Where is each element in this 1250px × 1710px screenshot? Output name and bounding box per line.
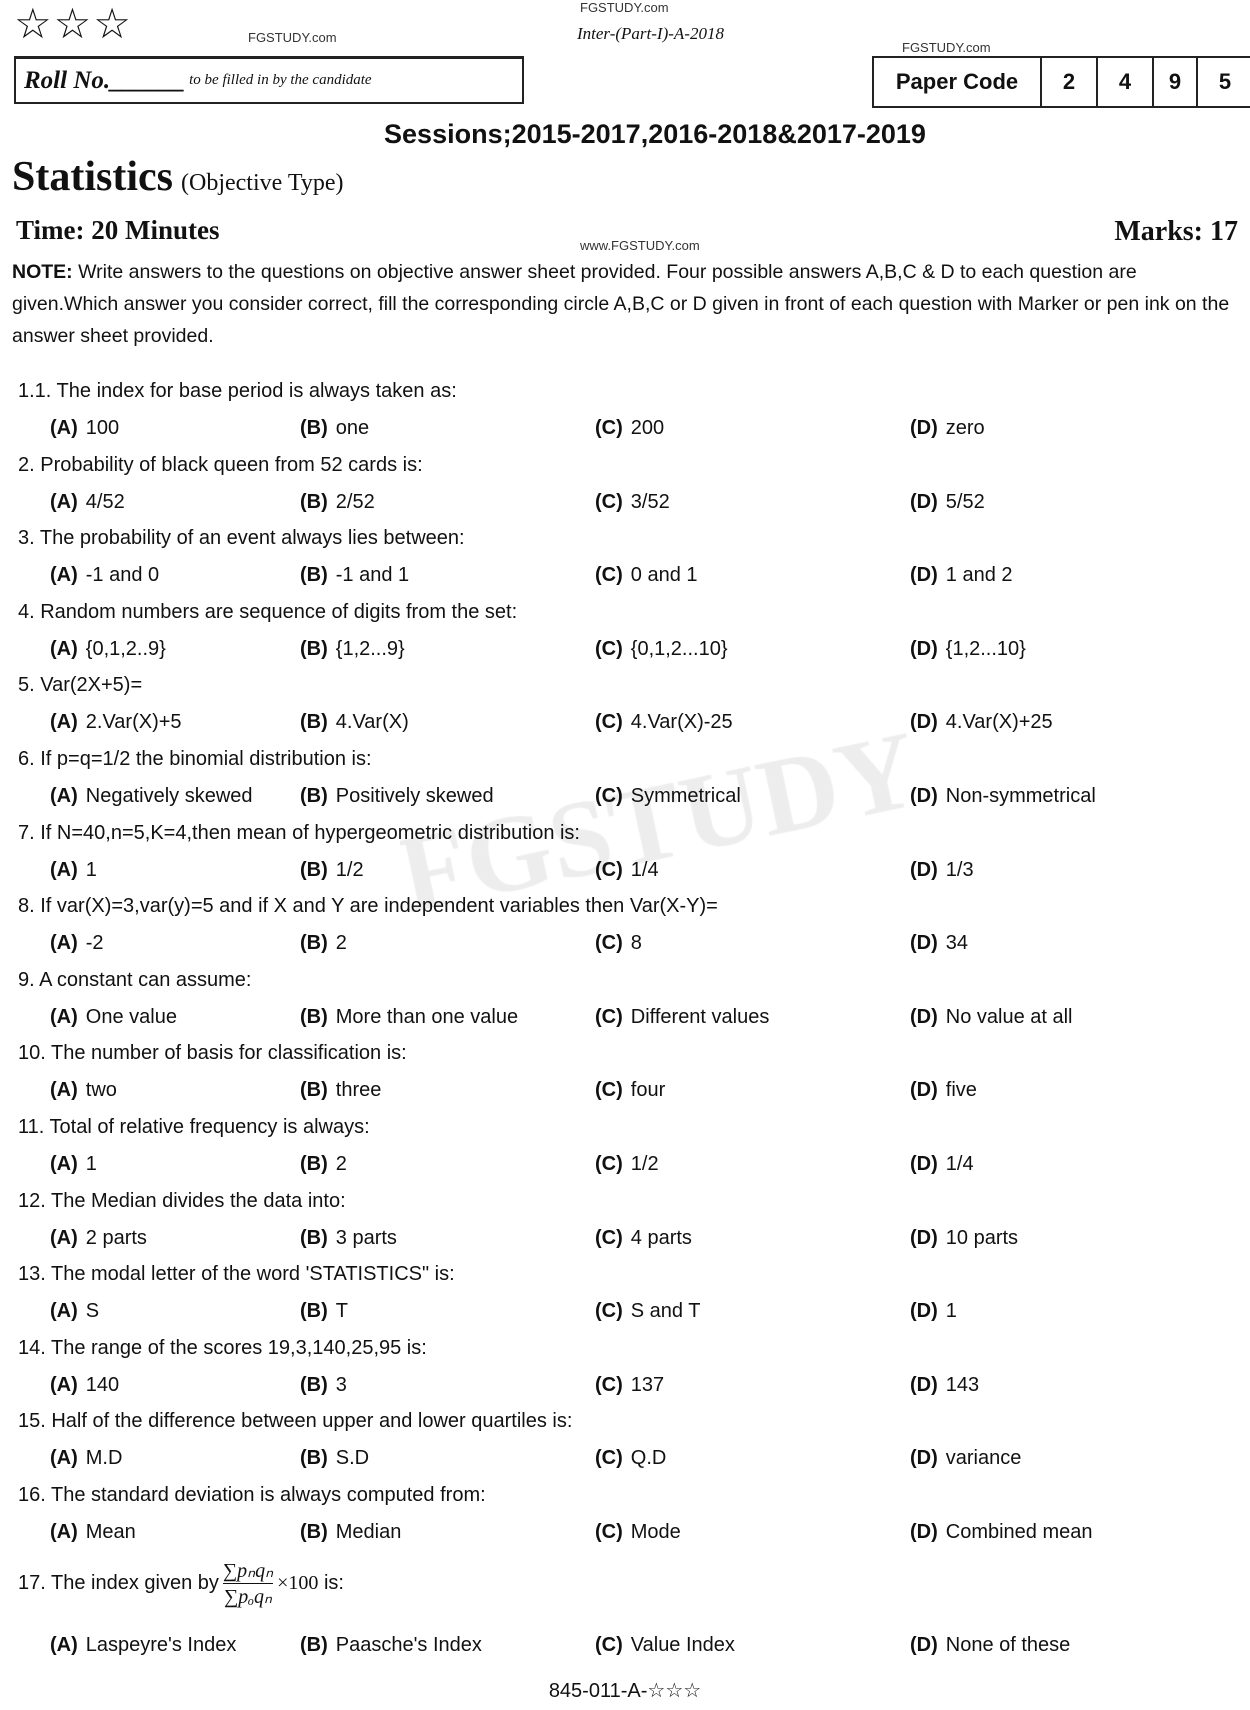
question-text: 5. Var(2X+5)= <box>18 674 143 697</box>
option-text: Q.D <box>630 1447 667 1470</box>
option-text: S <box>85 1300 100 1323</box>
roll-number-box <box>14 56 524 104</box>
option-letter: (B) <box>300 932 328 955</box>
option-c <box>595 564 698 587</box>
formula-multiplier: ×100 <box>277 1571 319 1594</box>
watermark-text: FGSTUDY.com <box>902 40 991 55</box>
option-letter: (D) <box>910 1226 938 1249</box>
option-text: Paasche's Index <box>335 1633 482 1656</box>
option-b <box>300 1634 482 1657</box>
option-letter: (A) <box>50 1447 78 1470</box>
question-stem: 17. The index given by <box>18 1571 219 1594</box>
option-text: S.D <box>335 1447 370 1470</box>
subject-title <box>12 152 343 208</box>
option-text: 200 <box>630 417 665 439</box>
option-text: 137 <box>630 1373 665 1396</box>
option-b <box>300 1374 347 1397</box>
option-text: zero <box>945 417 985 439</box>
option-c <box>595 491 670 514</box>
option-letter: (D) <box>910 1300 938 1323</box>
option-text: three <box>335 1079 382 1102</box>
option-d <box>910 1300 957 1323</box>
option-text: {1,2...10} <box>945 637 1026 660</box>
option-c <box>595 1300 700 1323</box>
option-letter: (D) <box>910 711 938 734</box>
option-letter: (B) <box>300 1300 328 1323</box>
option-letter: (A) <box>50 711 78 734</box>
option-text: variance <box>945 1447 1022 1470</box>
option-letter: (B) <box>300 637 328 660</box>
option-letter: (D) <box>910 1447 938 1470</box>
option-text: {0,1,2...10} <box>630 637 728 660</box>
time-allowed: Time: 20 Minutes <box>16 215 220 245</box>
question-text: 2. Probability of black queen from 52 cards is: <box>18 453 423 476</box>
question-item <box>0 1108 1250 1182</box>
option-c <box>595 1447 666 1470</box>
option-letter: (D) <box>910 637 938 660</box>
question-item <box>0 372 1250 446</box>
option-letter: (C) <box>595 1300 623 1323</box>
paper-code-digit: 9 <box>1154 58 1198 106</box>
option-d <box>910 932 968 955</box>
option-a <box>50 711 182 734</box>
option-b <box>300 491 375 514</box>
question-text: 6. If p=q=1/2 the binomial distribution is: <box>18 747 372 770</box>
question-list <box>0 372 1250 1662</box>
option-b <box>300 1006 518 1029</box>
option-text: {0,1,2..9} <box>85 637 166 660</box>
option-letter: (B) <box>300 564 328 587</box>
option-b <box>300 638 405 661</box>
option-letter: (A) <box>50 1152 78 1175</box>
question-item <box>0 1402 1250 1476</box>
option-text: S and T <box>630 1300 701 1323</box>
option-letter: (A) <box>50 1520 78 1543</box>
note-label: NOTE: <box>12 261 73 283</box>
option-b <box>300 1153 347 1176</box>
option-letter: (A) <box>50 1079 78 1102</box>
option-text: 2 parts <box>85 1226 147 1249</box>
option-c <box>595 1521 681 1544</box>
option-text: -1 and 0 <box>85 564 160 587</box>
option-letter: (A) <box>50 637 78 660</box>
option-letter: (A) <box>50 784 78 807</box>
question-text: 10. The number of basis for classification is: <box>18 1042 407 1065</box>
option-a <box>50 1634 236 1657</box>
roll-label: Roll No.______ <box>24 66 186 94</box>
option-letter: (C) <box>595 1447 623 1470</box>
option-d <box>910 638 1026 661</box>
subject-name: Statistics <box>12 154 173 200</box>
question-item <box>0 446 1250 520</box>
option-letter: (A) <box>50 1633 78 1656</box>
question-text: 13. The modal letter of the word 'STATISTICS" is: <box>18 1263 455 1286</box>
option-text: Value Index <box>630 1633 735 1656</box>
option-d <box>910 1079 977 1102</box>
option-text: 34 <box>945 932 969 955</box>
option-text: Laspeyre's Index <box>85 1633 237 1656</box>
question-item <box>0 666 1250 740</box>
option-letter: (C) <box>595 1633 623 1656</box>
option-a <box>50 638 166 661</box>
option-d <box>910 1634 1070 1657</box>
option-letter: (A) <box>50 1005 78 1028</box>
option-text: 1/4 <box>945 1152 974 1175</box>
option-letter: (A) <box>50 490 78 513</box>
option-a <box>50 491 125 514</box>
option-letter: (C) <box>595 564 623 587</box>
option-a <box>50 1006 177 1029</box>
paper-code-digit: 2 <box>1042 58 1098 106</box>
option-text: 1/2 <box>630 1152 659 1175</box>
option-text: 4/52 <box>85 490 125 513</box>
option-text: Positively skewed <box>335 784 494 807</box>
option-text: 143 <box>945 1373 980 1396</box>
option-text: Negatively skewed <box>85 784 253 807</box>
question-text: 15. Half of the difference between upper and lower quartiles is: <box>18 1410 573 1433</box>
option-b <box>300 1079 381 1102</box>
option-d <box>910 1153 974 1176</box>
watermark-text: FGSTUDY.com <box>248 30 337 45</box>
option-letter: (D) <box>910 490 938 513</box>
option-letter: (B) <box>300 1633 328 1656</box>
option-letter: (A) <box>50 417 78 439</box>
sessions-heading: Sessions;2015-2017,2016-2018&2017-2019 <box>384 119 926 149</box>
option-letter: (A) <box>50 858 78 881</box>
option-letter: (D) <box>910 1373 938 1396</box>
option-text: Median <box>335 1520 402 1543</box>
option-letter: (D) <box>910 932 938 955</box>
option-letter: (B) <box>300 1152 328 1175</box>
question-text <box>18 1558 344 1609</box>
stars-mark: ☆☆☆ <box>14 0 133 47</box>
option-a <box>50 417 119 440</box>
option-text: 5/52 <box>945 490 985 513</box>
option-letter: (C) <box>595 784 623 807</box>
question-item <box>0 887 1250 961</box>
option-b <box>300 1300 348 1323</box>
option-a <box>50 564 159 587</box>
option-b <box>300 1521 401 1544</box>
question-text: 12. The Median divides the data into: <box>18 1189 346 1212</box>
question-text: 8. If var(X)=3,var(y)=5 and if X and Y are independent variables then Var(X-Y)= <box>18 895 718 918</box>
option-a <box>50 859 97 882</box>
question-text: 3. The probability of an event always lies between: <box>18 527 465 550</box>
index-formula <box>223 1558 273 1609</box>
option-text: four <box>630 1079 666 1102</box>
option-letter: (A) <box>50 932 78 955</box>
question-item <box>0 1182 1250 1256</box>
option-letter: (D) <box>910 1520 938 1543</box>
option-b <box>300 1447 369 1470</box>
question-item <box>0 519 1250 593</box>
option-a <box>50 1153 97 1176</box>
option-letter: (B) <box>300 858 328 881</box>
option-d <box>910 1521 1093 1544</box>
option-a <box>50 1300 99 1323</box>
question-item <box>0 1034 1250 1108</box>
question-text: 16. The standard deviation is always computed from: <box>18 1483 486 1506</box>
option-d <box>910 1006 1073 1029</box>
option-text: 8 <box>630 932 642 955</box>
option-a <box>50 1374 119 1397</box>
question-item <box>0 740 1250 814</box>
option-text: No value at all <box>945 1005 1073 1028</box>
option-letter: (A) <box>50 1373 78 1396</box>
option-text: Combined mean <box>945 1520 1093 1543</box>
option-d <box>910 711 1053 734</box>
option-d <box>910 785 1096 808</box>
option-d <box>910 1374 979 1397</box>
option-b <box>300 417 369 440</box>
question-item <box>0 814 1250 888</box>
option-c <box>595 638 728 661</box>
option-text: 4.Var(X)+25 <box>945 711 1053 734</box>
roll-hint: to be filled in by the candidate <box>189 72 372 88</box>
question-stem-end: is: <box>323 1571 344 1594</box>
option-text: Different values <box>630 1005 770 1028</box>
option-a <box>50 1079 117 1102</box>
option-c <box>595 932 642 955</box>
option-text: Symmetrical <box>630 784 741 807</box>
option-c <box>595 1227 692 1250</box>
option-letter: (D) <box>910 784 938 807</box>
option-text: one <box>335 417 370 439</box>
option-letter: (D) <box>910 1633 938 1656</box>
option-letter: (B) <box>300 417 328 439</box>
total-marks: Marks: 17 <box>1114 216 1238 247</box>
question-item <box>0 1329 1250 1403</box>
option-text: {1,2...9} <box>335 637 405 660</box>
option-letter: (C) <box>595 1079 623 1102</box>
option-letter: (B) <box>300 1373 328 1396</box>
question-text: 7. If N=40,n=5,K=4,then mean of hypergeometric distribution is: <box>18 821 580 844</box>
question-item <box>0 961 1250 1035</box>
option-text: 2.Var(X)+5 <box>85 711 182 734</box>
option-d <box>910 491 985 514</box>
formula-numerator: ∑pₙqₙ <box>222 1559 274 1582</box>
option-text: 2/52 <box>335 490 375 513</box>
option-text: 1 <box>85 1152 97 1175</box>
option-text: five <box>945 1079 977 1102</box>
option-text: 3/52 <box>630 490 670 513</box>
option-b <box>300 564 409 587</box>
option-text: 2 <box>335 932 347 955</box>
footer-code: 845-011-A-☆☆☆ <box>548 1680 702 1702</box>
watermark-text: www.FGSTUDY.com <box>580 238 700 253</box>
formula-denominator: ∑pₒqₙ <box>224 1585 272 1608</box>
option-a <box>50 1521 136 1544</box>
option-a <box>50 932 104 955</box>
question-item <box>0 1550 1250 1662</box>
option-text: 4 parts <box>630 1226 692 1249</box>
option-b <box>300 932 347 955</box>
option-letter: (C) <box>595 1373 623 1396</box>
question-item <box>0 1255 1250 1329</box>
option-text: 1/3 <box>945 858 974 881</box>
option-c <box>595 1153 659 1176</box>
paper-code-digit: 4 <box>1098 58 1154 106</box>
option-text: One value <box>85 1005 177 1028</box>
option-text: 1 <box>945 1300 957 1323</box>
option-d <box>910 1227 1018 1250</box>
option-letter: (D) <box>910 564 938 587</box>
option-text: 4.Var(X) <box>335 711 409 734</box>
option-text: -2 <box>85 932 104 955</box>
option-letter: (B) <box>300 1005 328 1028</box>
option-letter: (C) <box>595 490 623 513</box>
note-text: Write answers to the questions on objective answer sheet provided. Four possible answers A,B,C & D to each question are given.Which answer you consider correct, fill the corresponding circle A,B,C or D given in front of each question with Marker or pen ink on the answer sheet provided. <box>12 261 1230 347</box>
question-text: 9. A constant can assume: <box>18 968 252 991</box>
option-letter: (A) <box>50 1300 78 1323</box>
option-letter: (D) <box>910 1152 938 1175</box>
option-text: -1 and 1 <box>335 564 410 587</box>
option-d <box>910 1447 1021 1470</box>
question-text: 4. Random numbers are sequence of digits from the set: <box>18 600 518 623</box>
option-text: Mode <box>630 1520 681 1543</box>
option-letter: (D) <box>910 1079 938 1102</box>
option-letter: (B) <box>300 490 328 513</box>
option-text: Mean <box>85 1520 136 1543</box>
option-letter: (A) <box>50 1226 78 1249</box>
option-text: 3 <box>335 1373 347 1396</box>
option-c <box>595 785 741 808</box>
question-text: 11. Total of relative frequency is always: <box>18 1115 370 1138</box>
option-letter: (C) <box>595 932 623 955</box>
option-text: T <box>335 1300 348 1323</box>
option-text: M.D <box>85 1447 123 1470</box>
option-letter: (C) <box>595 858 623 881</box>
option-letter: (C) <box>595 417 623 439</box>
instructions-note <box>12 256 1237 352</box>
paper-code-box <box>872 56 1250 108</box>
option-b <box>300 711 409 734</box>
option-text: 3 parts <box>335 1226 397 1249</box>
exam-title: Inter-(Part-I)-A-2018 <box>577 24 724 43</box>
option-text: two <box>85 1079 117 1102</box>
subject-type: (Objective Type) <box>181 170 344 196</box>
option-a <box>50 1447 122 1470</box>
option-text: 140 <box>85 1373 120 1396</box>
option-letter: (C) <box>595 1152 623 1175</box>
question-text: 14. The range of the scores 19,3,140,25,95 is: <box>18 1336 427 1359</box>
option-text: 0 and 1 <box>630 564 698 587</box>
option-b <box>300 859 364 882</box>
option-a <box>50 785 253 808</box>
option-text: None of these <box>945 1633 1071 1656</box>
option-letter: (D) <box>910 417 938 439</box>
option-letter: (B) <box>300 1447 328 1470</box>
option-text: More than one value <box>335 1005 519 1028</box>
question-item <box>0 593 1250 667</box>
question-item <box>0 1476 1250 1550</box>
option-letter: (B) <box>300 784 328 807</box>
option-c <box>595 1006 769 1029</box>
option-letter: (C) <box>595 1520 623 1543</box>
option-text: 1/4 <box>630 858 659 881</box>
option-letter: (C) <box>595 1226 623 1249</box>
option-letter: (B) <box>300 1079 328 1102</box>
option-letter: (B) <box>300 1226 328 1249</box>
option-letter: (D) <box>910 1005 938 1028</box>
option-letter: (B) <box>300 1520 328 1543</box>
option-letter: (B) <box>300 711 328 734</box>
option-letter: (D) <box>910 858 938 881</box>
option-text: 2 <box>335 1152 347 1175</box>
option-d <box>910 564 1013 587</box>
option-text: 4.Var(X)-25 <box>630 711 733 734</box>
option-d <box>910 417 985 440</box>
paper-code-label: Paper Code <box>874 58 1042 106</box>
option-d <box>910 859 974 882</box>
option-letter: (C) <box>595 711 623 734</box>
option-b <box>300 785 494 808</box>
option-letter: (C) <box>595 637 623 660</box>
option-c <box>595 1374 664 1397</box>
option-c <box>595 1079 665 1102</box>
question-text: 1.1. The index for base period is always taken as: <box>18 380 457 402</box>
option-text: 1/2 <box>335 858 364 881</box>
paper-code-digit: 5 <box>1218 69 1232 94</box>
option-text: 100 <box>85 417 120 439</box>
option-text: Non-symmetrical <box>945 784 1096 807</box>
option-text: 1 <box>85 858 97 881</box>
option-b <box>300 1227 397 1250</box>
option-letter: (C) <box>595 1005 623 1028</box>
option-a <box>50 1227 147 1250</box>
option-c <box>595 859 659 882</box>
option-c <box>595 417 664 440</box>
option-letter: (A) <box>50 564 78 587</box>
option-c <box>595 711 733 734</box>
option-c <box>595 1634 735 1657</box>
option-text: 1 and 2 <box>945 564 1013 587</box>
option-text: 10 parts <box>945 1226 1019 1249</box>
watermark-text: FGSTUDY.com <box>580 0 669 15</box>
